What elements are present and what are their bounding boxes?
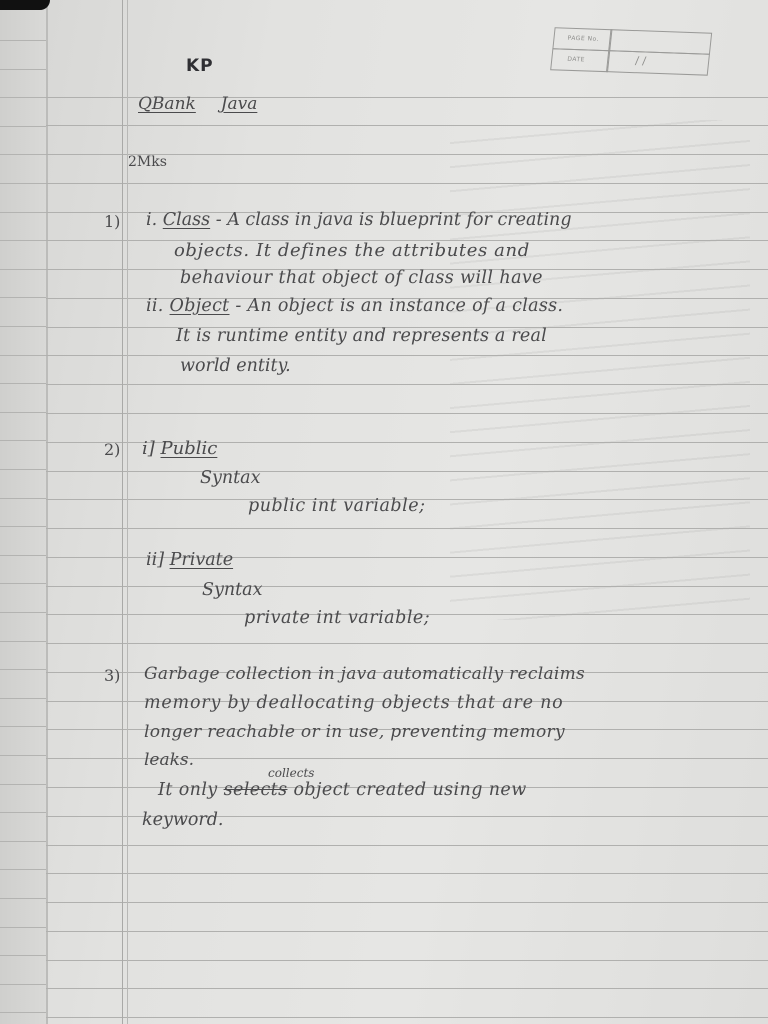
ruled-line (46, 931, 768, 932)
page-date-box (550, 27, 714, 79)
ruled-line (46, 873, 768, 874)
title-subject: Java (220, 94, 258, 114)
ruled-line (46, 586, 768, 587)
facing-page-line (0, 698, 46, 699)
q3-line5 (158, 780, 527, 800)
margin-line (122, 0, 123, 1024)
q3-line5-start: It only (158, 780, 218, 800)
q3-line5-end: object created using new (293, 780, 527, 800)
facing-page-line (0, 1012, 46, 1013)
q2-public-heading (142, 438, 217, 459)
marks-label: 2Mks (128, 154, 167, 170)
correction-word: collects (268, 766, 315, 780)
facing-page-line (0, 812, 46, 813)
page-title (138, 94, 257, 114)
public-term: Public (160, 438, 218, 459)
facing-page-line (0, 269, 46, 270)
facing-page-line (0, 297, 46, 298)
facing-page-line (0, 755, 46, 756)
public-prefix: i] (142, 438, 155, 459)
date-value: / / (634, 54, 647, 68)
public-syntax-label: Syntax (200, 468, 261, 488)
facing-page-line (0, 240, 46, 241)
facing-page-line (0, 40, 46, 41)
ruled-line (46, 845, 768, 846)
struck-word: selects (223, 780, 288, 800)
private-syntax: private int variable; (244, 608, 431, 628)
facing-page-line (0, 97, 46, 98)
q3-line1: Garbage collection in java automatically reclaims (144, 664, 586, 684)
facing-page-line (0, 498, 46, 499)
facing-page-line (0, 669, 46, 670)
facing-page-line (0, 583, 46, 584)
object-definition-1: - An object is an instance of a class. (235, 296, 564, 316)
facing-page-line (0, 154, 46, 155)
object-term: Object (169, 296, 230, 316)
facing-page-line (0, 355, 46, 356)
page-corner-shadow (0, 0, 50, 10)
private-prefix: ii] (146, 550, 165, 570)
facing-page-line (0, 898, 46, 899)
facing-page-line (0, 69, 46, 70)
facing-page-line (0, 469, 46, 470)
ruled-line (46, 125, 768, 126)
facing-page-edge (0, 0, 48, 1024)
ruled-line (46, 384, 768, 385)
facing-page-line (0, 412, 46, 413)
date-label: DATE (566, 55, 586, 64)
facing-page-line (0, 126, 46, 127)
ruled-line (46, 413, 768, 414)
q3-line4: leaks. (144, 750, 195, 770)
facing-page-line (0, 955, 46, 956)
q1-number: 1) (104, 212, 121, 231)
q1-object-line1 (146, 296, 563, 316)
title-prefix: QBank (138, 94, 196, 114)
object-definition-2: It is runtime entity and represents a real (176, 326, 547, 346)
facing-page-line (0, 212, 46, 213)
ruled-line (46, 1017, 768, 1018)
facing-page-line (0, 927, 46, 928)
facing-page-line (0, 726, 46, 727)
facing-page-line (0, 784, 46, 785)
facing-page-line (0, 383, 46, 384)
object-definition-3: world entity. (180, 356, 291, 376)
q3-line2: memory by deallocating objects that are no (144, 693, 564, 713)
facing-page-line (0, 440, 46, 441)
facing-page-line (0, 641, 46, 642)
bleed-through-shadow (450, 120, 750, 620)
q2-number: 2) (104, 440, 121, 459)
page-no-label: PAGE No. (567, 34, 600, 43)
date-value-cell (606, 50, 710, 76)
facing-page-line (0, 183, 46, 184)
facing-page-line (0, 612, 46, 613)
ruled-line (46, 355, 768, 356)
public-syntax: public int variable; (248, 496, 426, 516)
private-term: Private (169, 550, 234, 570)
q3-line3: longer reachable or in use, preventing memory (144, 722, 565, 742)
class-term: Class (162, 210, 211, 230)
ruled-line (46, 471, 768, 472)
class-definition-2: objects. It defines the attributes and (174, 240, 530, 261)
facing-page-line (0, 555, 46, 556)
facing-page-line (0, 841, 46, 842)
facing-page-line (0, 326, 46, 327)
q2-private-heading (146, 550, 233, 570)
ruled-line (46, 528, 768, 529)
kp-logo: KP (186, 56, 214, 76)
ruled-line (46, 902, 768, 903)
class-definition-1: - A class in java is blueprint for creating (215, 210, 572, 230)
q3-line6: keyword. (142, 810, 224, 830)
ruled-line (46, 960, 768, 961)
ruled-line (46, 183, 768, 184)
facing-page-line (0, 869, 46, 870)
ruled-line (46, 643, 768, 644)
object-prefix: ii. (146, 296, 164, 316)
facing-page-line (0, 526, 46, 527)
ruled-line (46, 988, 768, 989)
class-definition-3: behaviour that object of class will have (180, 268, 543, 288)
q3-number: 3) (104, 666, 121, 685)
q1-class-line1 (146, 210, 572, 230)
facing-page-line (0, 984, 46, 985)
private-syntax-label: Syntax (202, 580, 263, 600)
class-prefix: i. (146, 210, 158, 230)
